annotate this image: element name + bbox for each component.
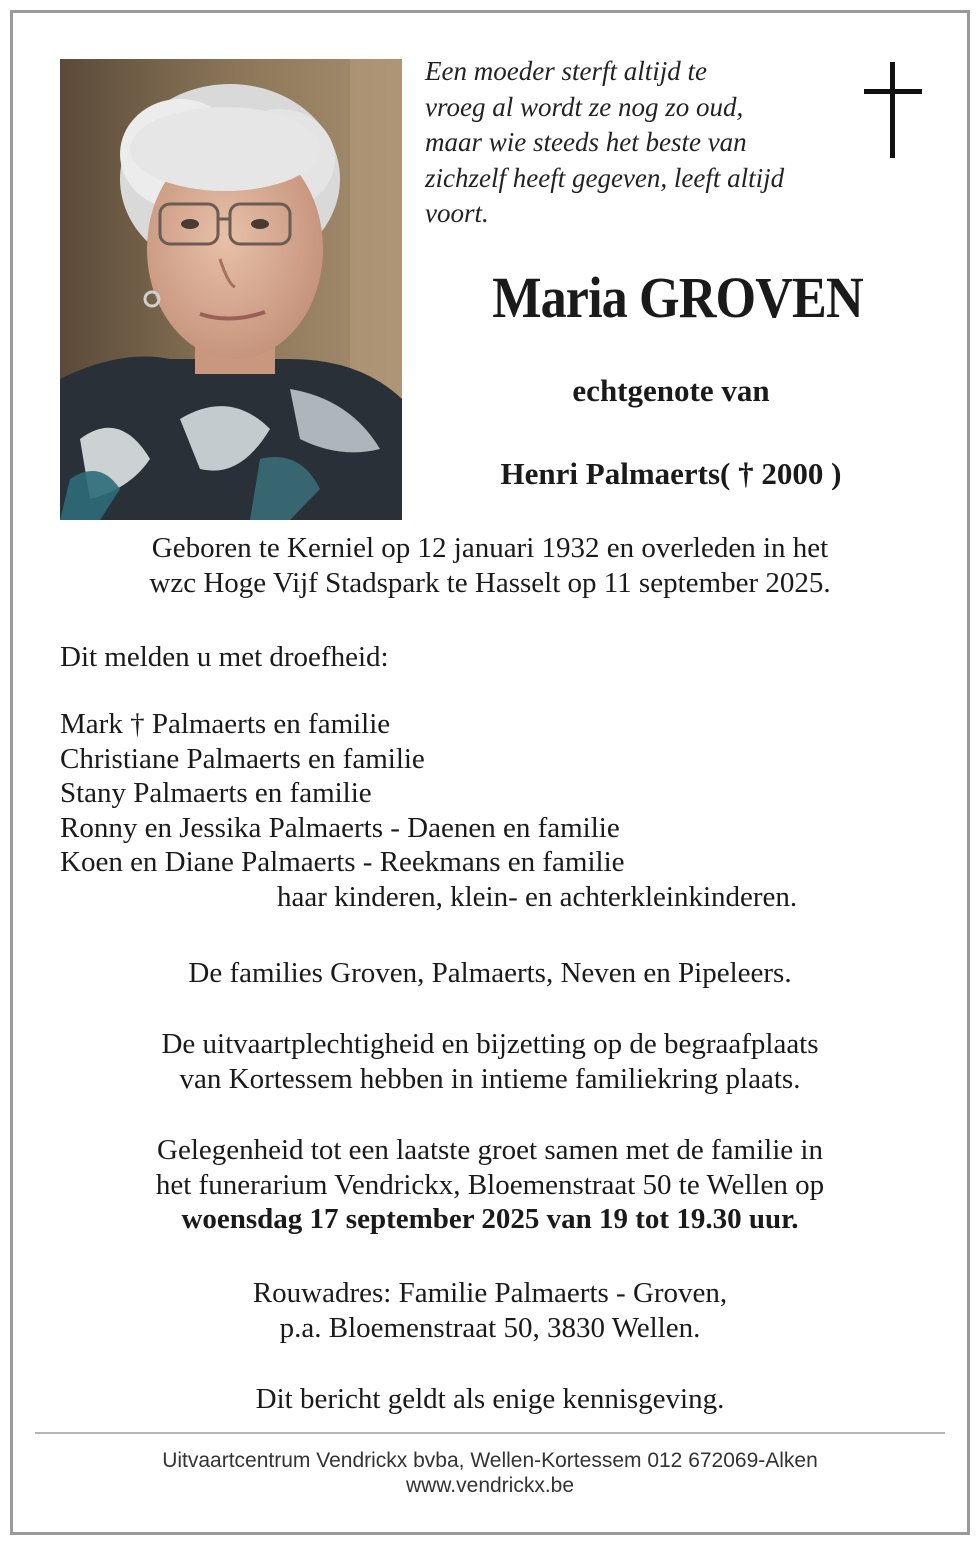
poem-line: voort. — [425, 198, 489, 228]
spouse-label: echtgenote van — [572, 373, 770, 408]
footer-company: Uitvaartcentrum Vendrickx bvba, Wellen-Kortessem 012 672069-Alken — [162, 1449, 818, 1472]
text-line: Geboren te Kerniel op 12 januari 1932 en overleden in het — [151, 532, 829, 564]
list-item: Stany Palmaerts en familie — [60, 777, 372, 809]
text-line: het funerarium Vendrickx, Bloemenstraat 50 te Wellen op — [155, 1168, 825, 1201]
notice-line: Dit bericht geldt als enige kennisgeving. — [255, 1383, 725, 1415]
list-item: Koen en Diane Palmaerts - Reekmans en familie — [60, 846, 625, 878]
text-line: wzc Hoge Vijf Stadspark te Hasselt op 11 september 2025. — [149, 566, 831, 599]
poem-line: vroeg al wordt ze nog zo oud, — [425, 91, 744, 122]
announcement-intro: Dit melden u met droefheid: — [60, 641, 389, 673]
text-line: Gelegenheid tot een laatste groet samen met de familie in — [157, 1134, 823, 1166]
cross-icon — [864, 62, 922, 160]
family-list — [60, 707, 940, 914]
spouse-name: Henri Palmaerts( † 2000 ) — [500, 456, 842, 491]
farewell-time: woensdag 17 september 2025 van 19 tot 19.30 uur. — [181, 1203, 799, 1235]
funeral-info — [40, 1027, 940, 1096]
poem-line: maar wie steeds het beste van — [425, 127, 747, 157]
farewell-info — [40, 1133, 940, 1237]
family-relation: haar kinderen, klein- en achterkleinkinderen. — [277, 880, 798, 913]
footer — [40, 1448, 940, 1498]
deceased-name: Maria GROVEN — [492, 265, 863, 330]
mourning-address — [40, 1276, 940, 1345]
birth-death-info — [40, 531, 940, 600]
list-item: Ronny en Jessika Palmaerts - Daenen en familie — [60, 811, 620, 844]
text-line: p.a. Bloemenstraat 50, 3830 Wellen. — [279, 1311, 701, 1344]
memorial-poem — [425, 54, 865, 232]
poem-line: zichzelf heeft gegeven, leeft altijd — [425, 162, 785, 193]
poem-line: Een moeder sterft altijd te — [425, 56, 707, 86]
families-line: De families Groven, Palmaerts, Neven en Pipeleers. — [188, 957, 792, 989]
footer-divider — [35, 1432, 945, 1434]
text-line: Rouwadres: Familie Palmaerts - Groven, — [252, 1277, 728, 1309]
text-line: van Kortessem hebben in intieme familiekring plaats. — [179, 1062, 801, 1095]
list-item: Christiane Palmaerts en familie — [60, 742, 425, 775]
portrait-photo — [60, 59, 402, 520]
text-line: De uitvaartplechtigheid en bijzetting op de begraafplaats — [161, 1028, 819, 1060]
list-item: Mark † Palmaerts en familie — [60, 708, 391, 740]
footer-website: www.vendrickx.be — [405, 1474, 575, 1497]
